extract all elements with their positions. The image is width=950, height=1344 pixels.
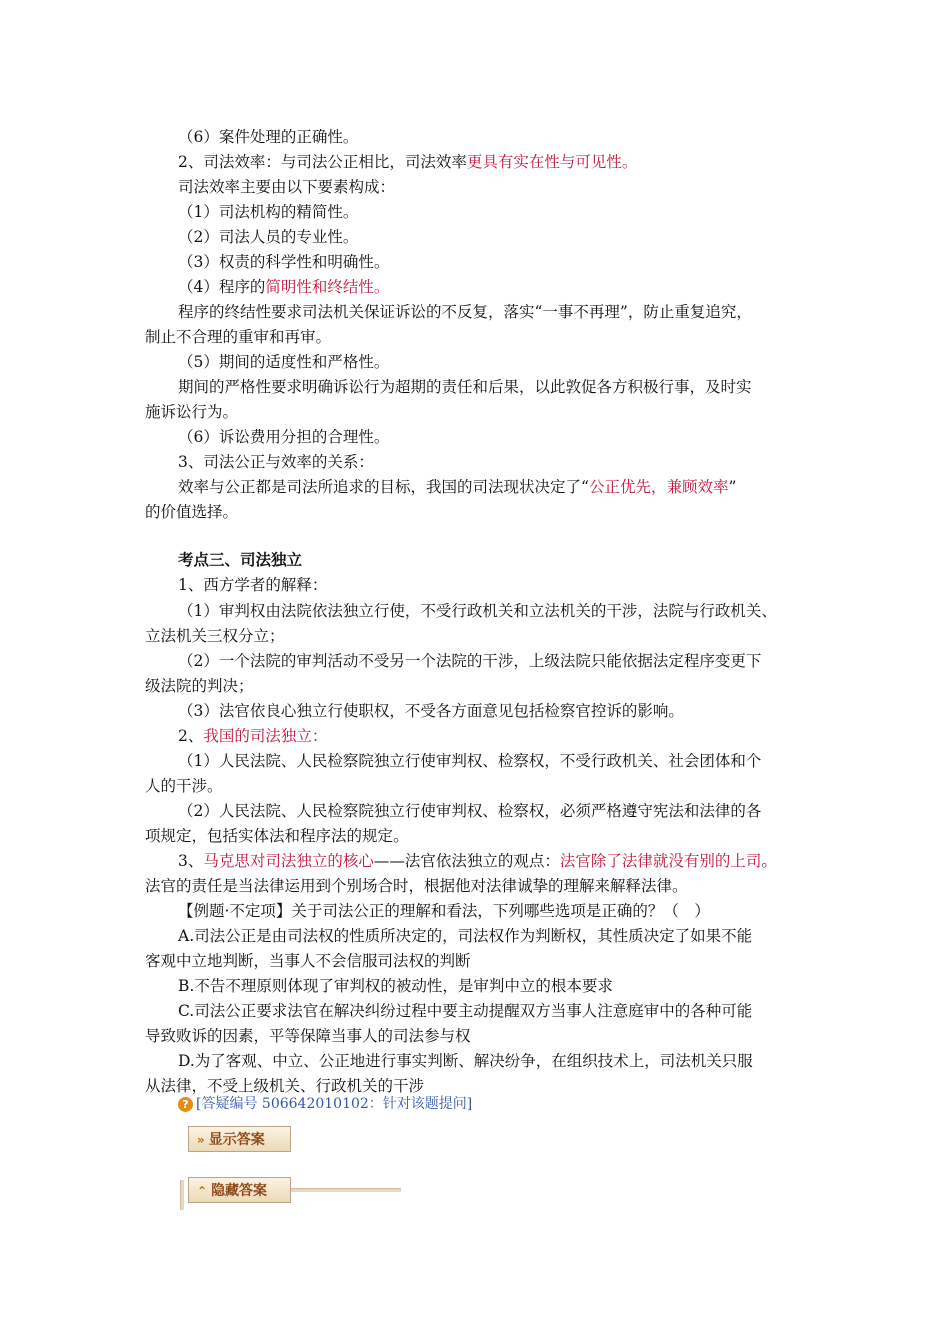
text-segment: （4）程序的 [178, 278, 266, 296]
text-segment: 项规定，包括实体法和程序法的规定。 [145, 827, 409, 845]
text-segment: 法官的责任是当法律运用到个别场合时，根据他对法律诚挚的理解来解释法律。 [145, 877, 688, 895]
text-line [145, 327, 331, 347]
text-segment: （2）一个法院的审判活动不受另一个法院的干涉，上级法院只能依据法定程序变更下 [178, 652, 762, 670]
text-line [145, 1026, 471, 1046]
text-segment: 制止不合理的重审和再审。 [145, 328, 332, 346]
text-line [178, 1001, 752, 1021]
text-line [145, 776, 223, 796]
text-line [178, 801, 761, 821]
text-line [178, 227, 358, 247]
text-segment: D.为了客观、中立、公正地进行事实判断、解决纷争，在组织技术上，司法机关只服 [178, 1052, 753, 1070]
highlighted-text: 公正优先，兼顾效率 [588, 478, 729, 496]
hide-answer-button[interactable] [188, 1177, 291, 1203]
text-segment: 司法效率主要由以下要素构成： [178, 178, 396, 196]
text-line [145, 826, 409, 846]
text-line [178, 726, 327, 746]
text-line [145, 876, 688, 896]
text-segment: 的价值选择。 [145, 503, 239, 521]
text-segment: B.不告不理原则体现了审判权的被动性，是审判中立的根本要求 [178, 977, 613, 995]
chevron-up-icon: ⌃ [197, 1184, 208, 1198]
text-segment: 效率与公正都是司法所追求的目标，我国的司法现状决定了“ [178, 478, 589, 496]
text-line [178, 851, 777, 871]
text-segment: 客观中立地判断，当事人不会信服司法权的判断 [145, 952, 471, 970]
text-segment: 导致败诉的因素，平等保障当事人的司法参与权 [145, 1027, 471, 1045]
highlighted-text: 简明性和终结性。 [265, 278, 390, 296]
text-segment: ” [728, 478, 737, 496]
text-segment: （1）司法机构的精简性。 [178, 203, 359, 221]
text-segment: 2、司法效率：与司法公正相比，司法效率 [178, 153, 467, 171]
text-segment: 2、 [178, 727, 204, 745]
question-link[interactable] [178, 1095, 472, 1113]
text-line [178, 976, 613, 996]
text-line [178, 901, 710, 921]
text-segment: （2）司法人员的专业性。 [178, 228, 359, 246]
text-segment: 。 [761, 852, 777, 870]
text-line [178, 202, 358, 222]
text-line [178, 252, 389, 272]
text-line [178, 926, 752, 946]
text-line [178, 427, 389, 447]
highlighted-text: 法官除了法律就没有别的上司 [559, 852, 762, 870]
text-segment: 人的干涉。 [145, 777, 223, 795]
answer-panel-border [180, 1180, 184, 1210]
text-line [178, 127, 358, 147]
show-answer-label: 显示答案 [208, 1132, 265, 1148]
text-line [145, 502, 238, 522]
text-segment: （3）权责的科学性和明确性。 [178, 253, 390, 271]
text-line [178, 377, 752, 397]
chevron-right-icon: » [197, 1133, 205, 1147]
text-segment: 级法院的判决； [145, 677, 254, 695]
section-heading: 考点三、司法独立 [178, 551, 303, 569]
text-line [178, 177, 395, 197]
text-line [178, 452, 374, 472]
text-segment: 程序的终结性要求司法机关保证诉讼的不反复，落实“一事不再理”，防止重复追究， [178, 303, 752, 321]
question-icon: ? [178, 1097, 193, 1112]
text-line [178, 477, 736, 497]
show-answer-button[interactable] [188, 1126, 291, 1152]
text-line [178, 152, 637, 172]
highlighted-text: 马克思对司法独立的核心 [203, 852, 374, 870]
hide-answer-label: 隐藏答案 [211, 1183, 268, 1199]
text-line [178, 352, 389, 372]
text-segment: 3、司法公正与效率的关系： [178, 453, 374, 471]
question-link-text[interactable]: [答疑编号 506642010102：针对该题提问] [196, 1096, 473, 1112]
text-segment: 1、西方学者的解释： [178, 576, 328, 594]
text-segment: （6）案件处理的正确性。 [178, 128, 359, 146]
text-segment: 立法机关三权分立； [145, 627, 285, 645]
text-segment: 3、 [178, 852, 204, 870]
text-segment: 从法律，不受上级机关、行政机关的干涉 [145, 1077, 425, 1095]
text-line [178, 651, 761, 671]
text-line [145, 1076, 424, 1096]
text-line [145, 402, 238, 422]
text-line [178, 1051, 753, 1071]
text-segment: 【例题·不定项】关于司法公正的理解和看法，下列哪些选项是正确的？（ ） [178, 902, 710, 920]
text-line [145, 951, 471, 971]
answer-panel-divider [291, 1188, 401, 1192]
text-line [145, 676, 254, 696]
text-line [178, 302, 752, 322]
text-line [178, 575, 327, 595]
text-segment: 施诉讼行为。 [145, 403, 239, 421]
text-segment: （2）人民法院、人民检察院独立行使审判权、检察权，必须严格遵守宪法和法律的各 [178, 802, 762, 820]
text-segment: ——法官依法独立的观点： [373, 852, 560, 870]
text-line [178, 751, 761, 771]
text-line [178, 701, 684, 721]
text-line [178, 277, 389, 297]
text-segment: （1）人民法院、人民检察院独立行使审判权、检察权，不受行政机关、社会团体和个 [178, 752, 762, 770]
text-segment: （6）诉讼费用分担的合理性。 [178, 428, 390, 446]
highlighted-text: 我国的司法独立： [203, 727, 328, 745]
text-segment: （3）法官依良心独立行使职权，不受各方面意见包括检察官控诉的影响。 [178, 702, 684, 720]
text-segment: A.司法公正是由司法权的性质所决定的，司法权作为判断权，其性质决定了如果不能 [178, 927, 753, 945]
text-line [145, 626, 285, 646]
text-segment: 期间的严格性要求明确诉讼行为超期的责任和后果，以此敦促各方积极行事，及时实 [178, 378, 752, 396]
text-line [178, 601, 777, 621]
text-segment: （1）审判权由法院依法独立行使，不受行政机关和立法机关的干涉，法院与行政机关、 [178, 602, 777, 620]
text-segment: C.司法公正要求法官在解决纠纷过程中要主动提醒双方当事人注意庭审中的各种可能 [178, 1002, 753, 1020]
text-segment: （5）期间的适度性和严格性。 [178, 353, 390, 371]
text-line [178, 550, 302, 570]
highlighted-text: 更具有实在性与可见性。 [466, 153, 638, 171]
